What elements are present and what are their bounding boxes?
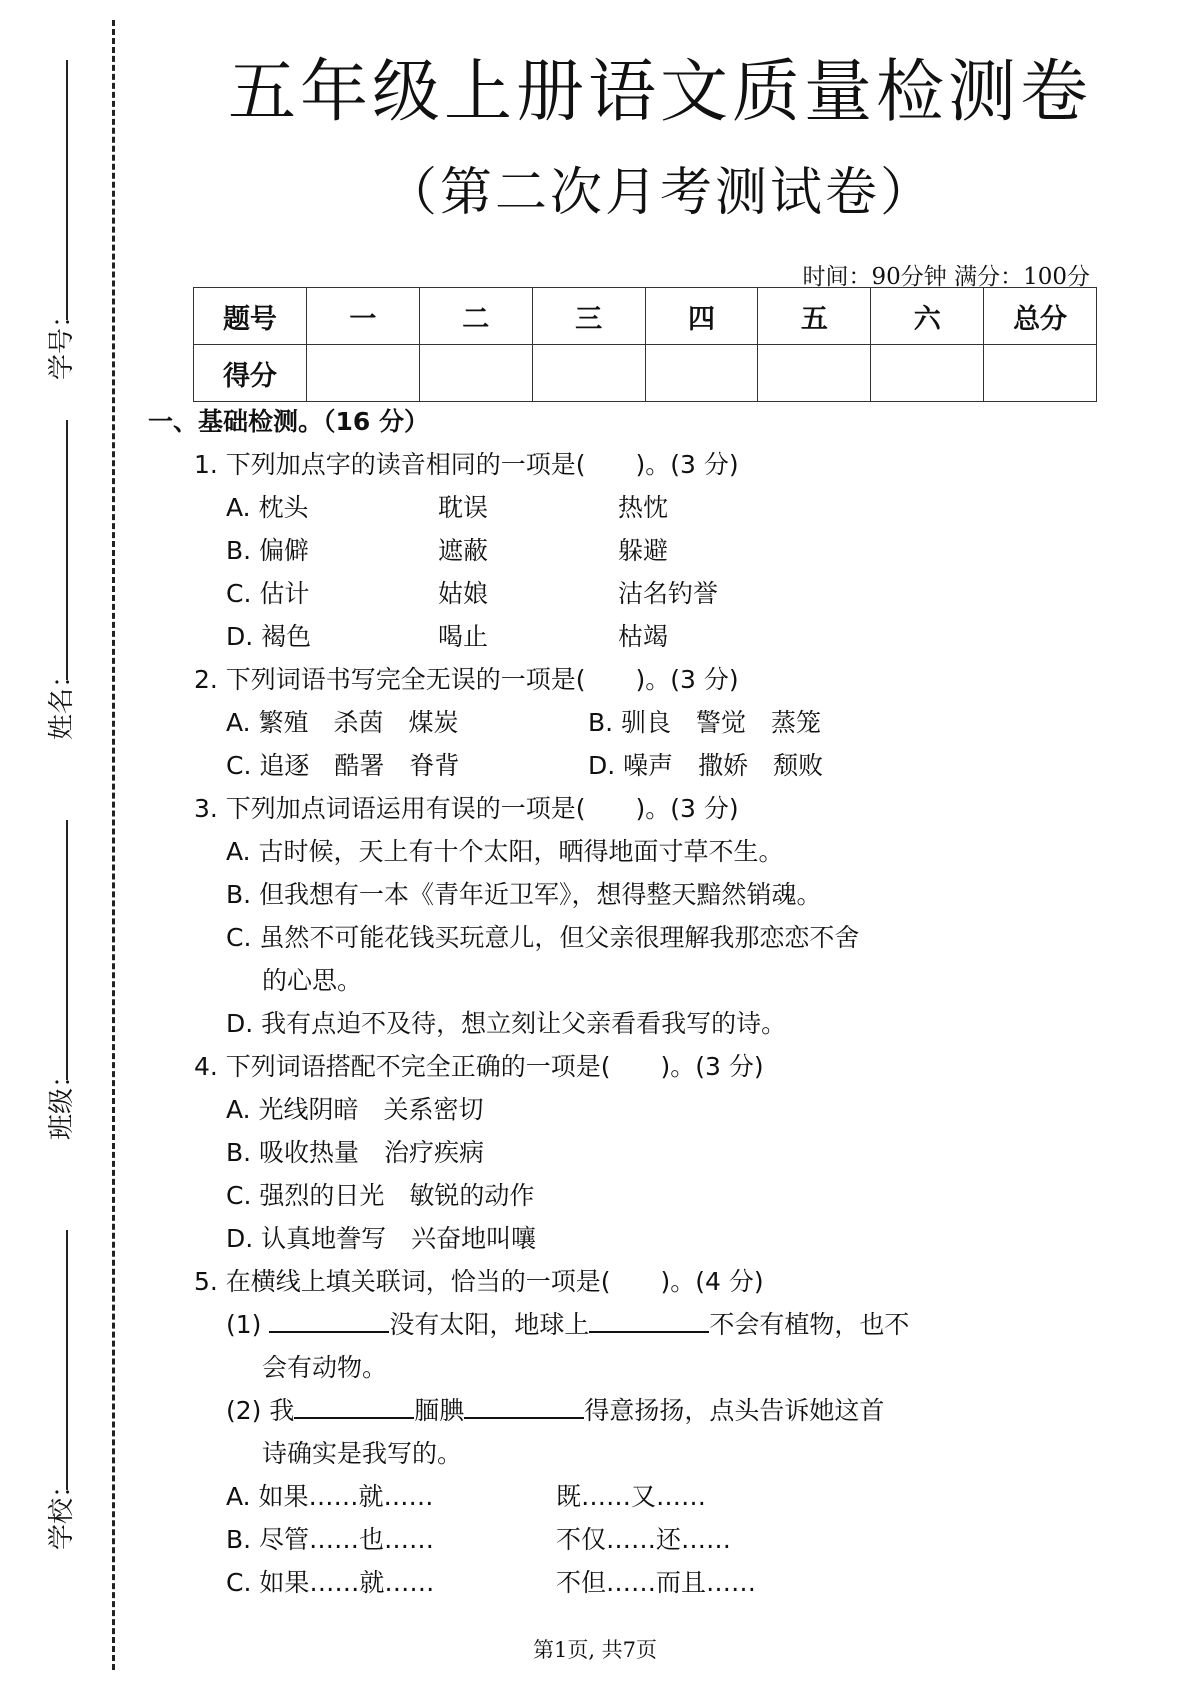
option-word: D. 褐色	[226, 622, 312, 651]
sentence-1-text: 没有太阳，地球上	[389, 1310, 590, 1339]
option-word: 喝止	[438, 622, 489, 651]
class-field	[40, 820, 100, 1140]
name-label: 姓名：	[47, 661, 77, 740]
student-id-rule	[66, 60, 68, 320]
question-2-stem: 2. 下列词语书写完全无误的一项是( )。(3 分)	[194, 665, 739, 694]
score-cell[interactable]	[306, 345, 419, 402]
sentence-1-text-tail: 不会有植物，也不	[709, 1310, 910, 1339]
question-4-stem: 4. 下列词语搭配不完全正确的一项是( )。(3 分)	[194, 1052, 764, 1081]
question-5-sentence-1	[148, 1303, 1048, 1346]
question-4-option-a: A. 光线阴暗 关系密切	[226, 1095, 484, 1124]
option-word: C. 估计	[226, 579, 310, 608]
school-rule	[66, 1230, 68, 1490]
score-header-cell: 三	[532, 288, 645, 345]
score-header-cell: 五	[758, 288, 871, 345]
score-header-cell: 题号	[194, 288, 307, 345]
class-rule	[66, 820, 68, 1080]
score-table	[193, 287, 1097, 402]
class-label: 班级：	[47, 1061, 77, 1140]
score-cell[interactable]	[645, 345, 758, 402]
option-word: 遮蔽	[438, 536, 489, 565]
score-cell[interactable]	[984, 345, 1097, 402]
score-cell[interactable]	[871, 345, 984, 402]
fill-blank[interactable]	[589, 1305, 709, 1333]
section-1-title: 一、基础检测。（16 分）	[148, 407, 429, 436]
score-table-score-row	[194, 345, 1097, 402]
name-field	[40, 420, 100, 740]
option-word: 躲避	[618, 536, 669, 565]
question-4-option-d: D. 认真地誊写 兴奋地叫嚷	[226, 1224, 537, 1253]
question-1-option-b	[148, 529, 1048, 572]
option-text: D. 噪声 撒娇 颓败	[588, 751, 824, 780]
question-5-option-a	[148, 1475, 1048, 1518]
option-text: B. 驯良 警觉 蒸笼	[588, 708, 822, 737]
option-text: A. 繁殖 杀茵 煤炭	[226, 708, 459, 737]
question-2-options-row-1	[148, 701, 1048, 744]
score-header-cell: 二	[419, 288, 532, 345]
score-header-cell: 一	[306, 288, 419, 345]
question-4-option-c: C. 强烈的日光 敏锐的动作	[226, 1181, 535, 1210]
fill-blank[interactable]	[269, 1305, 389, 1333]
question-3-stem: 3. 下列加点词语运用有误的一项是( )。(3 分)	[194, 794, 739, 823]
question-5-sentence-2-continued: 诗确实是我写的。	[262, 1439, 463, 1468]
name-rule	[66, 420, 68, 680]
option-word: B. 偏僻	[226, 536, 310, 565]
score-header-cell: 总分	[984, 288, 1097, 345]
question-3-option-c: C. 虽然不可能花钱买玩意儿，但父亲很理解我那恋恋不舍	[226, 923, 860, 952]
score-cell[interactable]	[419, 345, 532, 402]
option-text: C. 追逐 酷署 脊背	[226, 751, 460, 780]
option-text: C. 如果……就……	[226, 1568, 435, 1597]
question-5-option-c	[148, 1561, 1048, 1604]
sentence-2-text: (2) 我	[226, 1396, 295, 1425]
option-word: 沽名钓誉	[618, 579, 719, 608]
score-cell[interactable]	[758, 345, 871, 402]
question-3-option-a: A. 古时候，天上有十个太阳，晒得地面寸草不生。	[226, 837, 784, 866]
sentence-1-number: (1)	[226, 1310, 262, 1339]
option-text: B. 尽管……也……	[226, 1525, 435, 1554]
page-subtitle: （第二次月考测试卷）	[384, 163, 935, 223]
sentence-2-text-mid: 腼腆	[414, 1396, 465, 1425]
exam-content	[148, 400, 1048, 1604]
option-text: 不仅……还……	[556, 1525, 732, 1554]
score-cell[interactable]	[532, 345, 645, 402]
option-word: 耽误	[438, 493, 489, 522]
question-5-option-b	[148, 1518, 1048, 1561]
score-header-cell: 四	[645, 288, 758, 345]
school-label: 学校：	[47, 1471, 77, 1550]
score-table-header-row	[194, 288, 1097, 345]
page-footer: 第1页, 共7页	[532, 1638, 658, 1662]
page-title: 五年级上册语文质量检测卷	[227, 53, 1092, 132]
question-5-sentence-2	[148, 1389, 1048, 1432]
question-3-option-c-continued: 的心思。	[262, 966, 363, 995]
option-word: 姑娘	[438, 579, 489, 608]
question-2-options-row-2	[148, 744, 1048, 787]
question-1-option-d	[148, 615, 1048, 658]
exam-meta: 时间：90分钟 满分：100分	[802, 264, 1090, 290]
fill-blank[interactable]	[294, 1391, 414, 1419]
question-5-sentence-1-continued: 会有动物。	[262, 1353, 388, 1382]
question-5-stem: 5. 在横线上填关联词，恰当的一项是( )。(4 分)	[194, 1267, 764, 1296]
option-text: 既……又……	[556, 1482, 707, 1511]
question-1-option-a	[148, 486, 1048, 529]
score-header-cell: 六	[871, 288, 984, 345]
sentence-2-text-tail: 得意扬扬，点头告诉她这首	[584, 1396, 885, 1425]
student-id-label: 学号：	[47, 301, 77, 380]
binding-dashed-line	[112, 20, 115, 1670]
option-word: 热忱	[618, 493, 669, 522]
option-word: A. 枕头	[226, 493, 309, 522]
option-word: 枯竭	[618, 622, 669, 651]
question-3-option-b: B. 但我想有一本《青年近卫军》，想得整天黯然销魂。	[226, 880, 822, 909]
fill-blank[interactable]	[464, 1391, 584, 1419]
question-1-option-c	[148, 572, 1048, 615]
score-row-label: 得分	[194, 345, 307, 402]
option-text: A. 如果……就……	[226, 1482, 434, 1511]
question-3-option-d: D. 我有点迫不及待，想立刻让父亲看看我写的诗。	[226, 1009, 787, 1038]
student-id-field	[40, 60, 100, 380]
question-1-stem: 1. 下列加点字的读音相同的一项是( )。(3 分)	[194, 450, 739, 479]
school-field	[40, 1230, 100, 1550]
option-text: 不但……而且……	[556, 1568, 757, 1597]
question-4-option-b: B. 吸收热量 治疗疾病	[226, 1138, 485, 1167]
